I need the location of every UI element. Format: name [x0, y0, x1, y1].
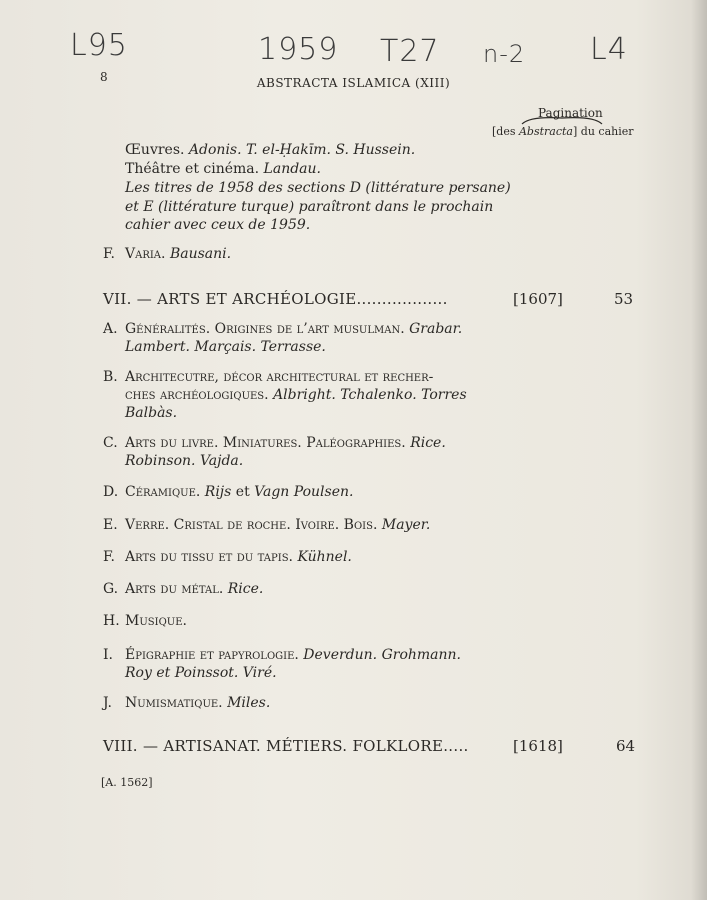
handwritten-code: T27 [380, 34, 440, 69]
item-h-label: H. [103, 613, 120, 629]
item-f-label: F. [103, 549, 115, 565]
item-c-line-2: Robinson. Vajda. [125, 453, 244, 469]
section-vii-title: VII. — ARTS ET ARCHÉOLOGIE.................. [103, 290, 448, 308]
item-j-label: J. [103, 695, 112, 711]
item-d-line: Céramique. Rijs et Vagn Poulsen. [125, 484, 354, 500]
pagination-subtitle: [des Abstracta] du cahier [492, 125, 634, 138]
section-viii-ref: [1618] [513, 737, 563, 755]
continuation-line-3: Les titres de 1958 des sections D (littérature persane) [125, 180, 511, 196]
continuation-line-1: Œuvres. Adonis. T. el-Ḥakīm. S. Hussein. [125, 142, 416, 158]
handwritten-year: 1959 [258, 32, 339, 67]
item-f-varia: Varia. Bausani. [125, 246, 232, 262]
item-i-line-1: Épigraphie et papyrologie. Deverdun. Grohmann. [125, 647, 461, 663]
item-g-label: G. [103, 581, 119, 597]
item-f-varia-label: F. [103, 246, 115, 262]
item-a-label: A. [103, 321, 118, 337]
continuation-line-5: cahier avec ceux de 1959. [125, 217, 311, 233]
item-b-line-1: Architecutre, décor architectural et recher- [125, 369, 434, 385]
printer-signature: [A. 1562] [101, 776, 153, 789]
continuation-line-4: et E (littérature turque) paraîtront dans le prochain [125, 199, 494, 215]
item-b-line-3: Balbàs. [125, 405, 178, 421]
pagination-title: Pagination [538, 106, 603, 120]
section-viii-page: 64 [616, 737, 636, 755]
item-i-label: I. [103, 647, 113, 663]
handwritten-note-right: L4 [590, 32, 628, 67]
item-c-line-1: Arts du livre. Miniatures. Paléographies. Rice. [125, 435, 446, 451]
running-title: ABSTRACTA ISLAMICA (XIII) [256, 76, 451, 90]
item-a-line-2: Lambert. Marçais. Terrasse. [125, 339, 326, 355]
item-h-line: Musique. [125, 613, 187, 629]
continuation-line-2: Théâtre et cinéma. Landau. [125, 161, 321, 177]
section-vii-ref: [1607] [513, 290, 563, 308]
item-d-label: D. [103, 484, 119, 500]
section-viii-title: VIII. — ARTISANAT. MÉTIERS. FOLKLORE..... [103, 737, 469, 755]
item-b-line-2: ches archéologiques. Albright. Tchalenko. Torres [125, 387, 467, 403]
item-f-line: Arts du tissu et du tapis. Kühnel. [125, 549, 352, 565]
section-vii-page: 53 [614, 290, 634, 308]
item-b-label: B. [103, 369, 118, 385]
page-edge-shadow [691, 0, 707, 900]
pagination-brace [520, 112, 604, 126]
item-e-line: Verre. Cristal de roche. Ivoire. Bois. Mayer. [125, 517, 431, 533]
item-a-line-1: Généralités. Origines de l’art musulman. Grabar. [125, 321, 463, 337]
page-number: 8 [100, 70, 108, 84]
item-e-label: E. [103, 517, 118, 533]
item-g-line: Arts du métal. Rice. [125, 581, 264, 597]
handwritten-issue: n-2 [483, 40, 526, 68]
item-c-label: C. [103, 435, 118, 451]
handwritten-note-left: L95 [70, 28, 128, 63]
item-j-line: Numismatique. Miles. [125, 695, 271, 711]
item-i-line-2: Roy et Poinssot. Viré. [125, 665, 277, 681]
